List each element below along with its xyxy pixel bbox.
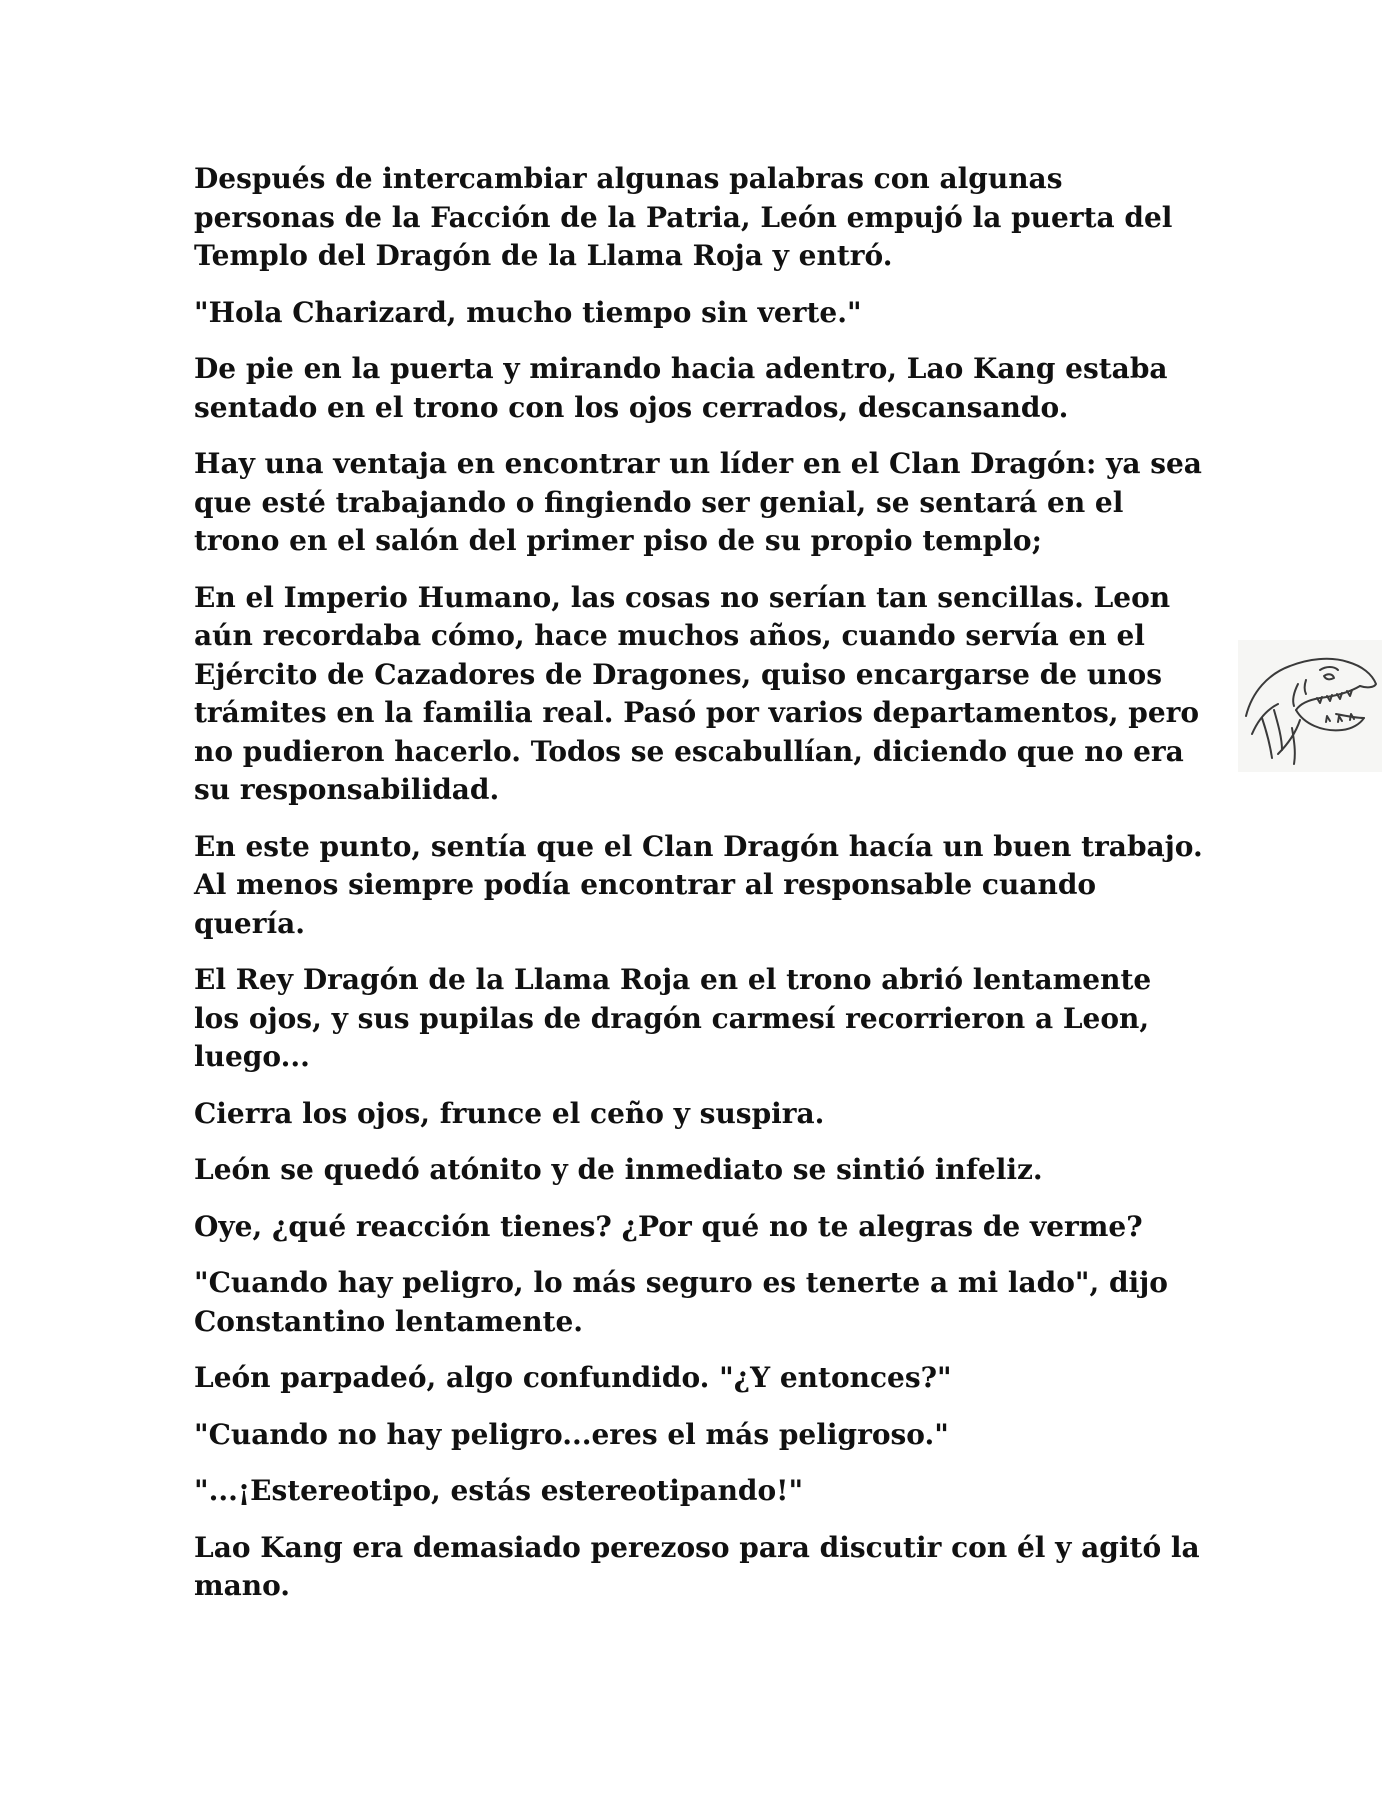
dinosaur-head-icon — [1238, 640, 1382, 772]
document-body — [194, 160, 1204, 1624]
paragraph: Lao Kang era demasiado perezoso para discutir con él y agitó la mano. — [194, 1530, 1200, 1602]
paragraph: Hay una ventaja en encontrar un líder en el Clan Dragón: ya sea que esté trabajando o fingiendo ser genial, se sentará en el trono en el salón del primer piso de su propio templo; — [194, 447, 1202, 557]
paragraph: Oye, ¿qué reacción tienes? ¿Por qué no te alegras de verme? — [194, 1209, 1143, 1243]
paragraph: Cierra los ojos, frunce el ceño y suspira. — [194, 1096, 825, 1130]
paragraph: De pie en la puerta y mirando hacia adentro, Lao Kang estaba sentado en el trono con los ojos cerrados, descansando. — [194, 352, 1168, 424]
paragraph: "Cuando hay peligro, lo más seguro es tenerte a mi lado", dijo Constantino lentamente. — [194, 1266, 1168, 1338]
paragraph: En este punto, sentía que el Clan Dragón hacía un buen trabajo. Al menos siempre podía encontrar al responsable cuando quería. — [194, 829, 1203, 940]
paragraph: León parpadeó, algo confundido. "¿Y entonces?" — [194, 1361, 952, 1394]
paragraph: "Cuando no hay peligro...eres el más peligroso." — [194, 1417, 949, 1451]
paragraph: El Rey Dragón de la Llama Roja en el trono abrió lentamente los ojos, y sus pupilas de dragón carmesí recorrieron a Leon, luego... — [194, 963, 1152, 1073]
paragraph: En el Imperio Humano, las cosas no serían tan sencillas. Leon aún recordaba cómo, hace muchos años, cuando servía en el Ejército de Cazadores de Dragones, quiso encargarse de unos trámites en la familia real. Pasó por varios departamentos, pero no pudieron hacerlo. Todos se escabullían, diciendo que no era su responsabilidad. — [194, 580, 1200, 806]
paragraph: León se quedó atónito y de inmediato se sintió infeliz. — [194, 1153, 1043, 1186]
paragraph: "Hola Charizard, mucho tiempo sin verte." — [194, 295, 862, 329]
paragraph: "...¡Estereotipo, estás estereotipando!" — [194, 1474, 804, 1507]
paragraph: Después de intercambiar algunas palabras con algunas personas de la Facción de la Patria, León empujó la puerta del Templo del Dragón de la Llama Roja y entró. — [194, 162, 1173, 272]
dinosaur-head-icon-drawing — [1238, 640, 1382, 772]
